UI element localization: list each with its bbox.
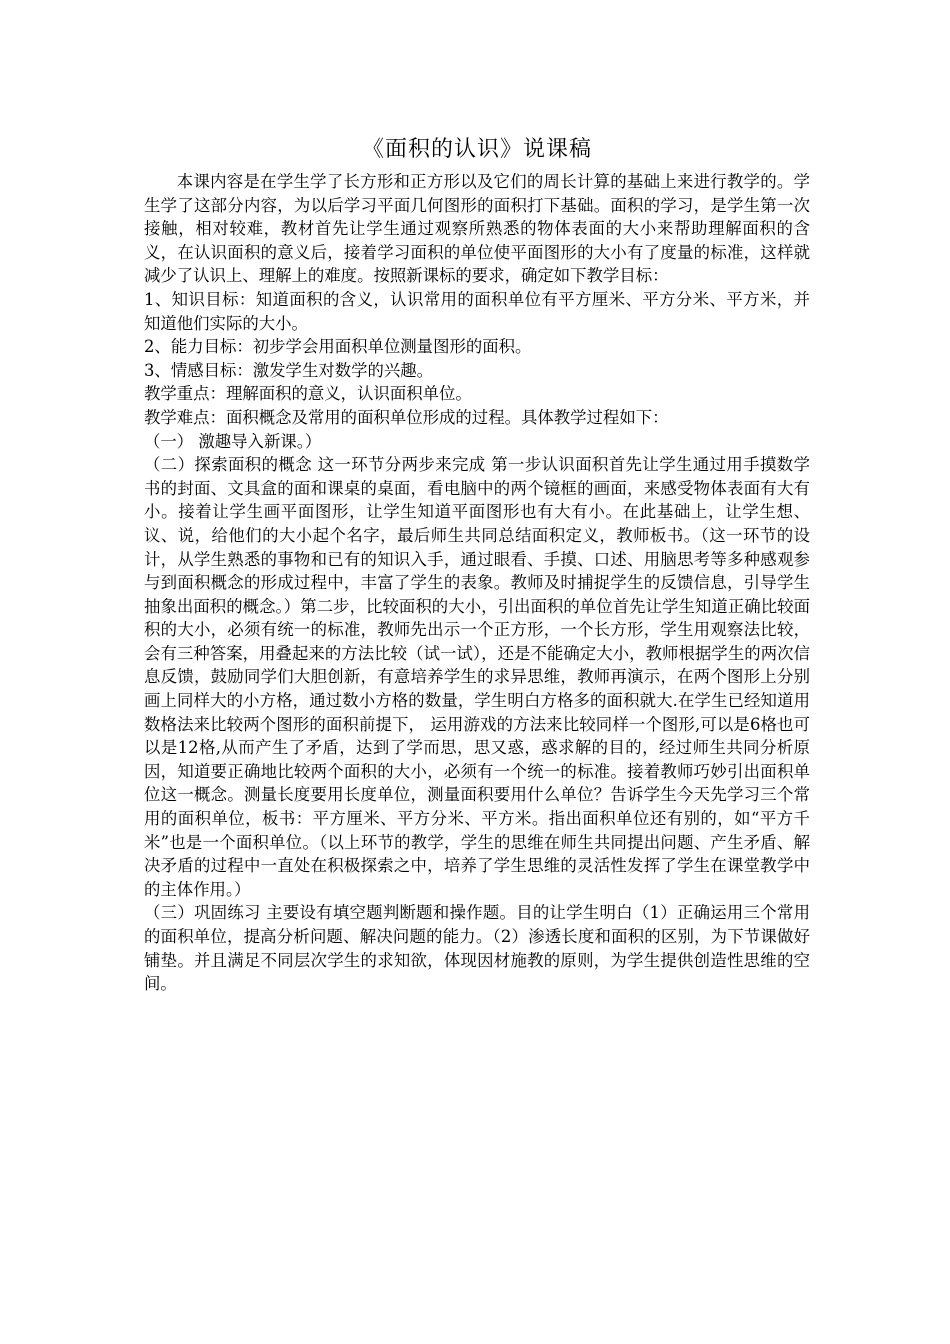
goal-ability: 2、能力目标：初步学会用面积单位测量图形的面积。: [144, 337, 532, 357]
section-three: （三）巩固练习 主要设有填空题判断题和操作题。目的让学生明白（1）正确运用三个常用的面积单位，提高分析问题、解决问题的能力。（2）渗透长度和面积的区别，为下节课做好铺垫。并且满足不同层次学生的求知欲，体现因材施教的原则，为学生提供创造性思维的空间。: [144, 903, 810, 994]
teaching-difficulty: 教学难点：面积概念及常用的面积单位形成的过程。具体教学过程如下：: [144, 407, 669, 427]
document-title: 《面积的认识》说课稿: [361, 137, 592, 162]
goal-emotion: 3、情感目标：激发学生对数学的兴趣。: [144, 360, 434, 380]
teaching-focus: 教学重点：理解面积的意义，认识面积单位。: [144, 384, 472, 404]
section-one: （一） 激趣导入新课。）: [144, 431, 322, 451]
section-two: （二）探索面积的概念 这一环节分两步来完成 第一步认识面积首先让学生通过用手摸数学书的封面、文具盒的面和课桌的桌面，看电脑中的两个镜框的画面，来感受物体表面有大有小。接着让学生画平面图形，让学生知道平面图形也有大有小。在此基础上，让学生想、议、说，给他们的大小起个名字，最后师生共同总结面积定义，教师板书。（这一环节的设计，从学生熟悉的事物和已有的知识入手，通过眼看、手摸、口述、用脑思考等多种感观参与到面积概念的形成过程中，丰富了学生的表象。教师及时捕捉学生的反馈信息，引导学生抽象出面积的概念。）第二步，比较面积的大小，引出面积的单位首先让学生知道正确比较面积的大小，必须有统一的标准，教师先出示一个正方形，一个长方形，学生用观察法比较，会有三种答案，用叠起来的方法比较（试一试），还是不能确定大小，教师根据学生的两次信息反馈，鼓励同学们大胆创新，有意培养学生的求异思维，教师再演示，在两个图形上分别画上同样大的小方格，通过数小方格的数量，学生明白方格多的面积就大.在学生已经知道用数格法来比较两个图形的面积前提下， 运用游戏的方法来比较同样一个图形,可以是6格也可以是12格,从而产生了矛盾，达到了学而思，思又惑，惑求解的目的，经过师生共同分析原因，知道要正确地比较两个面积的大小，必须有一个统一的标准。接着教师巧妙引出面积单位这一概念。测量长度要用长度单位，测量面积要用什么单位？告诉学生今天先学习三个常用的面积单位，板书：平方厘米、平方分米、平方米。指出面积单位还有别的，如“平方千米”也是一个面积单位。（以上环节的教学，学生的思维在师生共同提出问题、产生矛盾、解决矛盾的过程中一直处在积极探索之中，培养了学生思维的灵活性发挥了学生在课堂教学中的主体作用。）: [144, 455, 810, 899]
document-page: [144, 132, 810, 996]
intro-paragraph: 本课内容是在学生学了长方形和正方形以及它们的周长计算的基础上来进行教学的。学生学了这部分内容，为以后学习平面几何图形的面积打下基础。面积的学习，是学生第一次接触，相对较难，教材首先让学生通过观察所熟悉的物体表面的大小来帮助理解面积的含义，在认识面积的意义后，接着学习面积的单位使平面图形的大小有了度量的标准，这样就减少了认识上、理解上的难度。按照新课标的要求，确定如下教学目标：: [144, 172, 810, 286]
goal-knowledge: 1、知识目标：知道面积的含义，认识常用的面积单位有平方厘米、平方分米、平方米，并知道他们实际的大小。: [144, 289, 810, 333]
